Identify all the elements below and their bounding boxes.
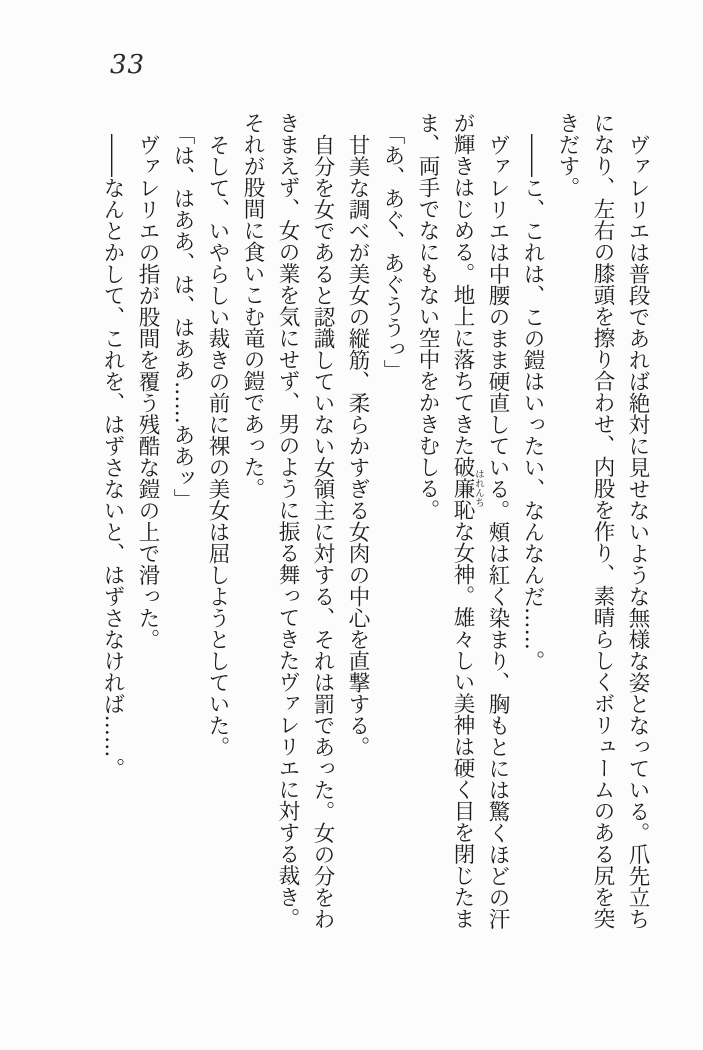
paragraph-narration: ヴァレリエは普段であれば絶対に見せないような無様な姿となっている。爪先立ちになり、左右の膝頭を擦り合わせ、内股を作り、素晴らしくボリュームのある尻を突きだす。 xyxy=(555,112,650,929)
paragraph-thought: ――こ、これは、この鎧はいったい、なんなんだ……。 xyxy=(520,133,545,671)
paragraph-thought: ――なんとかして、これを、はずさないと、はずさなければ……。 xyxy=(100,133,125,779)
text-block xyxy=(95,112,655,930)
paragraph-narration: ヴァレリエは中腰のまま硬直している。頰は紅く染まり、胸もとには驚くほどの汗が輝きはじめる。地上に落ちてきた破廉恥はれんちな女神。雄々しい美神は硬く目を閉じたまま、両手でなにもない空中をかきむしる。 xyxy=(415,112,510,929)
paragraph-narration: 自分を女であると認識していない女領主に対する、それは罰であった。女の分をわきまえず、女の業を気にせず、男のように振る舞ってきたヴァレリエに対する裁き。それが股間に食いこむ竜の鎧であった。 xyxy=(240,112,335,929)
paragraph-narration: ヴァレリエの指が股間を覆う残酷な鎧の上で滑った。 xyxy=(135,133,160,650)
paragraph-dialogue: 「あ、あぐ、あぐううっ」 xyxy=(380,122,405,381)
paragraph-dialogue: 「は、はああ、は、はああ……ああッ」 xyxy=(170,122,195,510)
paragraph-narration: 甘美な調べが美女の縦筋、柔らかすぎる女肉の中心を直撃する。 xyxy=(345,133,370,757)
paragraph-narration: そして、いやらしい裁きの前に裸の美女は屈しようとしていた。 xyxy=(205,133,230,757)
ruby-annotation: 破廉恥はれんち xyxy=(450,456,484,521)
page-number: 33 xyxy=(110,50,146,80)
